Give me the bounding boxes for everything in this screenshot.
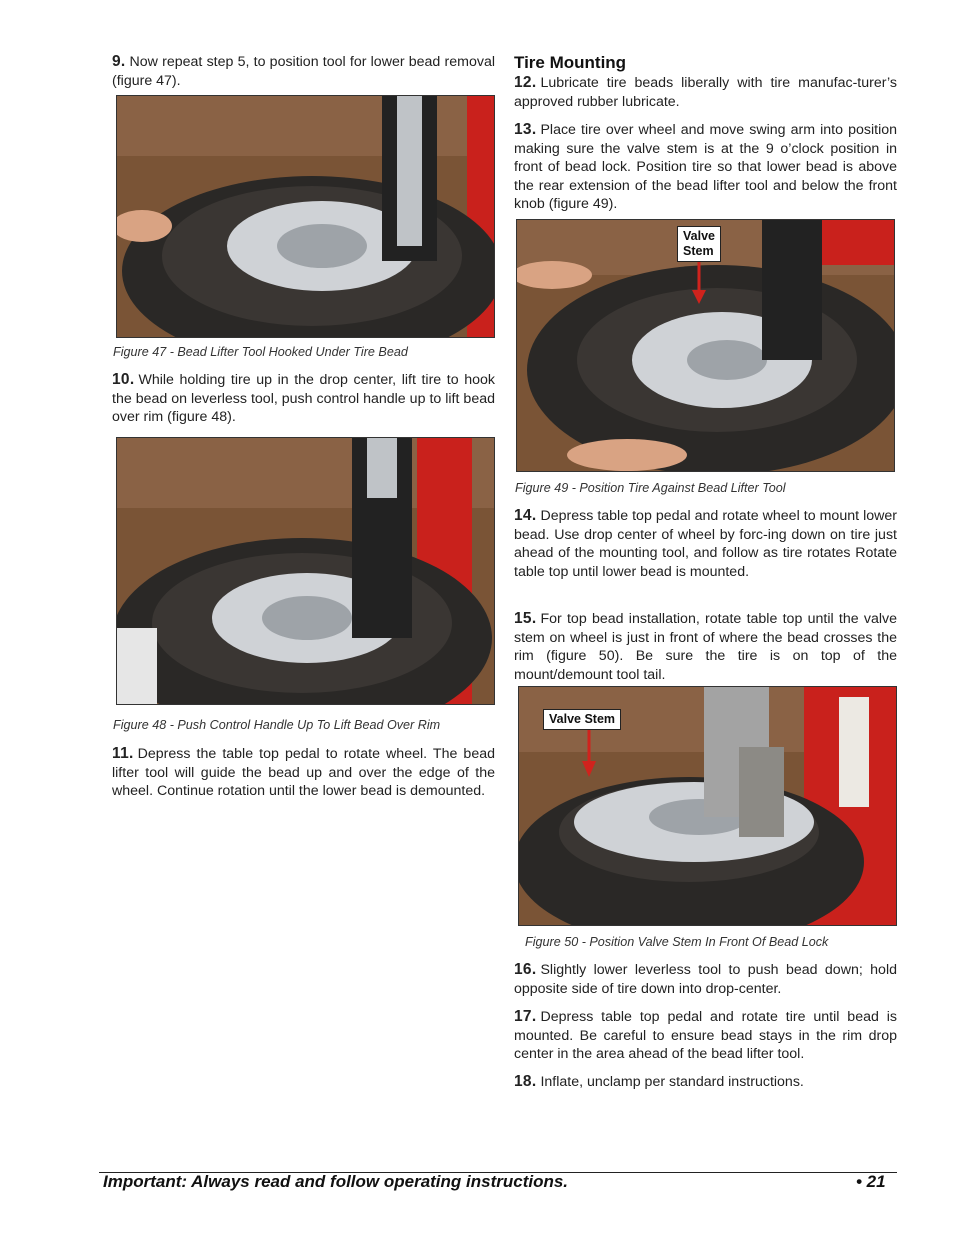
- page-number: • 21: [856, 1172, 886, 1191]
- step-10: 10. While holding tire up in the drop center, lift tire to hook the bead on leverless tool, push control handle up to lift bead over rim (figure 48).: [112, 371, 495, 426]
- step-12: 12. Lubricate tire beads liberally with tire manufac-turer’s approved rubber lubricate.: [514, 74, 897, 110]
- figure-49-caption: Figure 49 - Position Tire Against Bead Lifter Tool: [515, 481, 786, 495]
- step-9: 9. Now repeat step 5, to position tool for lower bead removal (figure 47).: [112, 53, 495, 89]
- figure-49-photo: [516, 219, 895, 472]
- section-heading: Tire Mounting: [514, 53, 627, 72]
- step-18: 18. Inflate, unclamp per standard instructions.: [514, 1073, 804, 1090]
- figure-48-caption: Figure 48 - Push Control Handle Up To Lift Bead Over Rim: [113, 718, 441, 732]
- figure-50-caption: Figure 50 - Position Valve Stem In Front Of Bead Lock: [525, 935, 829, 949]
- figure-50-photo: [518, 686, 897, 926]
- footer-important-note: Important: Always read and follow operating instructions.: [103, 1172, 569, 1191]
- step-17: 17. Depress table top pedal and rotate tire until bead is mounted. Be careful to ensure bead stays in the rim drop center in the area ahead of the bead lifter tool.: [514, 1008, 897, 1063]
- figure-47-photo: [116, 95, 495, 338]
- valve-stem-label: Valve Stem: [677, 226, 721, 262]
- figure-47-caption: Figure 47 - Bead Lifter Tool Hooked Under Tire Bead: [113, 345, 408, 359]
- step-15: 15. For top bead installation, rotate table top until the valve stem on wheel is just in front of where the bead crosses the rim (figure 50). Be sure the tire is on top of the mount/demount tool tail.: [514, 610, 897, 683]
- step-11: 11. Depress the table top pedal to rotate wheel. The bead lifter tool will guide the bead up and over the edge of the wheel. Continue rotation until the lower bead is demounted.: [112, 745, 495, 800]
- step-13: 13. Place tire over wheel and move swing arm into position making sure the valve stem is at the 9 o’clock position in front of bead lock. Position tire so that lower bead is above the rear extension of the bead lifter tool and below the front knob (figure 49).: [514, 121, 897, 213]
- step-number: 9.: [112, 53, 126, 70]
- valve-stem-label: Valve Stem: [543, 709, 621, 730]
- figure-48-photo: [116, 437, 495, 705]
- step-16: 16. Slightly lower leverless tool to push bead down; hold opposite side of tire down into drop-center.: [514, 961, 897, 997]
- step-14: 14. Depress table top pedal and rotate wheel to mount lower bead. Use drop center of wheel by forc-ing down on tire just ahead of the mounting tool, and follow as tire rotates Rotate table top until lower bead is mounted.: [514, 507, 897, 580]
